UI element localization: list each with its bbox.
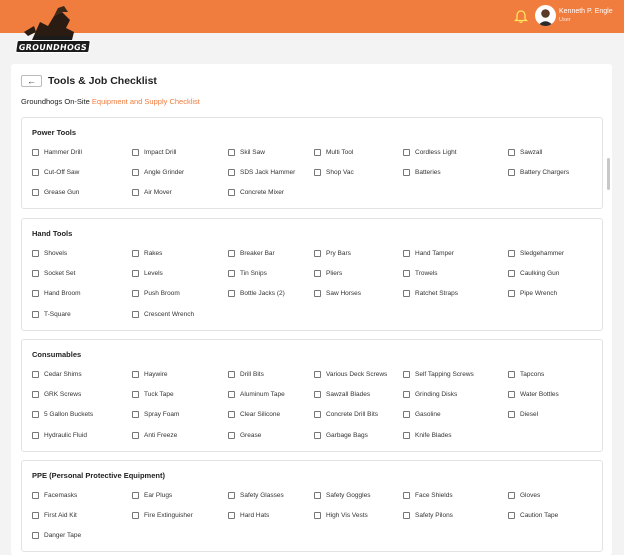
checkbox[interactable] (32, 250, 39, 257)
checkbox[interactable] (228, 250, 235, 257)
checkbox[interactable] (228, 270, 235, 277)
section-title: Hand Tools (32, 229, 73, 238)
checklist-item-label: Diesel (520, 411, 539, 419)
checklist-item-label: First Aid Kit (44, 512, 77, 520)
checklist-item[interactable] (508, 512, 558, 519)
checklist-item[interactable] (508, 270, 559, 277)
checklist-section (21, 460, 603, 552)
checklist-item-label: Ratchet Straps (415, 290, 458, 298)
checkbox[interactable] (403, 371, 410, 378)
checkbox[interactable] (32, 411, 39, 418)
checklist-item-label: Hard Hats (240, 512, 270, 520)
checklist-item-label: Aluminum Tape (240, 391, 285, 399)
notification-bell-icon[interactable] (514, 9, 528, 24)
checklist-item-label: Cedar Shims (44, 371, 82, 378)
checklist-item[interactable] (314, 512, 368, 519)
checkbox[interactable] (508, 492, 515, 499)
checklist-item[interactable] (132, 290, 180, 297)
checkbox[interactable] (314, 371, 321, 378)
checklist-item-label: Saw Horses (326, 290, 362, 298)
checklist-item[interactable] (228, 149, 265, 156)
checklist-item[interactable] (403, 512, 453, 519)
checkbox[interactable] (314, 512, 321, 519)
checklist-item[interactable] (403, 270, 438, 277)
checkbox[interactable] (132, 270, 139, 277)
checklist-item[interactable] (228, 290, 285, 297)
checkbox[interactable] (132, 149, 139, 156)
checklist-item[interactable] (32, 189, 79, 196)
checkbox[interactable] (314, 250, 321, 257)
checklist-item-label: Danger Tape (44, 532, 82, 540)
checklist-item[interactable] (132, 270, 163, 277)
checklist-item-label: Various Deck Screws (326, 371, 388, 378)
checklist-item[interactable] (132, 250, 162, 257)
checklist-item[interactable] (32, 290, 81, 297)
checkbox[interactable] (228, 512, 235, 519)
checklist-item[interactable] (32, 512, 77, 519)
checklist-item-label: Spray Foam (144, 411, 180, 419)
user-name[interactable]: Kenneth P. Engle (559, 8, 613, 15)
checklist-item[interactable] (314, 492, 370, 499)
checkbox[interactable] (508, 250, 515, 257)
checklist-item[interactable] (508, 371, 544, 378)
checklist-item[interactable] (228, 189, 284, 196)
checklist-item[interactable] (228, 250, 275, 257)
checklist-item[interactable] (32, 532, 81, 539)
checklist-item[interactable] (32, 270, 75, 277)
checklist-item-label: Cordless Light (415, 149, 457, 156)
checkbox[interactable] (32, 149, 39, 156)
checklist-item-label: Rakes (144, 250, 163, 257)
checklist-item-label: Safety Goggles (326, 492, 371, 499)
checklist-item[interactable] (32, 311, 71, 318)
checklist-item-label: SDS Jack Hammer (240, 169, 296, 177)
checkbox[interactable] (32, 532, 39, 539)
checkbox[interactable] (132, 250, 139, 257)
checklist-item-label: T-Square (44, 310, 71, 318)
checklist-item[interactable] (228, 371, 264, 378)
checklist-item-label: Sawzall Blades (326, 391, 371, 399)
checklist-item-label: Ear Plugs (144, 492, 173, 499)
checklist-item-label: Self Tapping Screws (415, 371, 474, 378)
checklist-item[interactable] (132, 391, 174, 398)
checklist-item[interactable] (314, 270, 342, 277)
checkbox[interactable] (228, 411, 235, 418)
checklist-item[interactable] (508, 391, 559, 398)
checkbox[interactable] (132, 189, 139, 196)
checkbox[interactable] (228, 169, 235, 176)
page-subtitle (21, 97, 200, 106)
checkbox[interactable] (403, 432, 410, 439)
checklist-item[interactable] (132, 371, 167, 378)
checklist-item-label: Facemasks (44, 492, 78, 499)
checkbox[interactable] (228, 290, 235, 297)
checkbox[interactable] (508, 371, 515, 378)
checklist-item[interactable] (403, 169, 441, 176)
checkbox[interactable] (132, 432, 139, 439)
checklist-item[interactable] (508, 169, 569, 176)
checklist-item-label: Crescent Wrench (144, 310, 195, 318)
checklist-item[interactable] (32, 492, 77, 499)
checklist-item-label: Anti Freeze (144, 431, 178, 439)
checklist-item-label: Multi Tool (326, 149, 354, 156)
checklist-item-label: Pry Bars (326, 250, 351, 257)
checklist-item[interactable] (132, 311, 194, 318)
checklist-section (21, 339, 603, 452)
checkbox[interactable] (132, 512, 139, 519)
checkbox[interactable] (508, 512, 515, 519)
checklist-item-label: Concrete Mixer (240, 189, 285, 197)
checkbox[interactable] (228, 149, 235, 156)
checklist-item-label: Grinding Disks (415, 391, 458, 399)
checklist-item-label: Skil Saw (240, 149, 265, 156)
checklist-item[interactable] (403, 149, 457, 156)
checklist-item[interactable] (228, 270, 267, 277)
checkbox[interactable] (314, 492, 321, 499)
checklist-item-label: Gloves (520, 492, 541, 499)
checklist-item-label: Grease (240, 431, 262, 439)
checkbox[interactable] (314, 391, 321, 398)
scrollbar-thumb[interactable] (607, 158, 610, 190)
checklist-item[interactable] (32, 371, 82, 378)
checklist-item[interactable] (132, 189, 172, 196)
checkbox[interactable] (508, 149, 515, 156)
checkbox[interactable] (314, 169, 321, 176)
checkbox[interactable] (228, 492, 235, 499)
checklist-item[interactable] (32, 411, 93, 418)
checklist-item[interactable] (314, 250, 351, 257)
checklist-item[interactable] (228, 391, 285, 398)
checkbox[interactable] (403, 290, 410, 297)
checklist-item-label: Bottle Jacks (2) (240, 290, 285, 298)
checklist-item[interactable] (314, 290, 361, 297)
checklist-item[interactable] (508, 149, 542, 156)
checklist-section (21, 117, 603, 209)
back-button[interactable]: ← (21, 75, 42, 87)
user-role: User (559, 17, 571, 23)
checklist-item-label: Air Mover (144, 189, 172, 197)
checklist-item[interactable] (314, 371, 387, 378)
user-avatar[interactable] (535, 5, 556, 26)
checklist-item-label: Trowels (415, 270, 438, 278)
checkbox[interactable] (403, 250, 410, 257)
checklist-item[interactable] (508, 411, 538, 418)
checkbox[interactable] (314, 270, 321, 277)
checklist-item-label: Haywire (144, 371, 168, 378)
checklist-item-label: Hammer Drill (44, 149, 82, 156)
checklist-item[interactable] (32, 391, 81, 398)
checkbox[interactable] (508, 169, 515, 176)
checkbox[interactable] (228, 371, 235, 378)
checklist-item[interactable] (32, 169, 79, 176)
checklist-item[interactable] (403, 250, 454, 257)
checklist-item-label: Tapcons (520, 371, 545, 378)
checklist-item[interactable] (508, 290, 557, 297)
checklist-item[interactable] (314, 432, 368, 439)
checkbox[interactable] (403, 411, 410, 418)
checklist-item-label: Shop Vac (326, 169, 354, 177)
checklist-item[interactable] (32, 149, 82, 156)
checklist-item[interactable] (314, 169, 354, 176)
checklist-item-label: High Vis Vests (326, 512, 368, 520)
checklist-item-label: Shovels (44, 250, 68, 257)
page-title: Tools & Job Checklist (48, 75, 157, 87)
checkbox[interactable] (314, 432, 321, 439)
checkbox[interactable] (32, 290, 39, 297)
section-title: Consumables (32, 350, 82, 359)
checklist-item-label: Push Broom (144, 290, 180, 298)
checklist-item[interactable] (32, 432, 87, 439)
section-title: PPE (Personal Protective Equipment) (32, 471, 165, 480)
checkbox[interactable] (403, 149, 410, 156)
checklist-item[interactable] (228, 492, 284, 499)
checklist-item[interactable] (314, 391, 370, 398)
checklist-item[interactable] (228, 512, 269, 519)
checkbox[interactable] (228, 391, 235, 398)
checklist-item-label: Levels (144, 270, 163, 278)
checklist-item-label: Tuck Tape (144, 391, 174, 399)
checkbox[interactable] (508, 290, 515, 297)
checklist-item[interactable] (132, 169, 184, 176)
checklist-item-label: Angle Grinder (144, 169, 185, 177)
checklist-item[interactable] (508, 492, 540, 499)
checkbox[interactable] (132, 371, 139, 378)
checklist-item[interactable] (132, 512, 193, 519)
checkbox[interactable] (403, 169, 410, 176)
checklist-item[interactable] (508, 250, 564, 257)
checklist-item-label: Sawzall (520, 149, 543, 156)
checklist-item[interactable] (228, 432, 261, 439)
checklist-item-label: Drill Bits (240, 371, 264, 378)
checklist-item-label: Socket Set (44, 270, 76, 278)
logo-wordmark: GROUNDHOGS (15, 40, 91, 53)
checklist-item-label: Cut-Off Saw (44, 169, 80, 177)
checkbox[interactable] (32, 169, 39, 176)
checklist-item-label: Sledgehammer (520, 250, 565, 257)
checklist-item[interactable] (314, 149, 353, 156)
checklist-item-label: Safety Glasses (240, 492, 284, 499)
checklist-item[interactable] (228, 169, 295, 176)
checklist-item-label: Hand Broom (44, 290, 81, 298)
checkbox[interactable] (132, 290, 139, 297)
checklist-item-label: Face Shields (415, 492, 453, 499)
checkbox[interactable] (403, 391, 410, 398)
checkbox[interactable] (508, 411, 515, 418)
checklist-item[interactable] (132, 149, 177, 156)
checklist-item-label: Batteries (415, 169, 441, 177)
checklist-section (21, 218, 603, 331)
checklist-item-label: Breaker Bar (240, 250, 275, 257)
checklist-item[interactable] (403, 411, 441, 418)
checkbox[interactable] (228, 189, 235, 196)
checkbox[interactable] (508, 270, 515, 277)
checkbox[interactable] (132, 492, 139, 499)
checklist-item-label: Fire Extinguisher (144, 512, 193, 520)
checklist-item-label: Battery Chargers (520, 169, 570, 177)
checklist-item-label: Hand Tamper (415, 250, 454, 257)
checklist-item[interactable] (403, 492, 453, 499)
checklist-item[interactable] (228, 411, 280, 418)
checkbox[interactable] (32, 270, 39, 277)
checkbox[interactable] (508, 391, 515, 398)
checkbox[interactable] (132, 169, 139, 176)
checklist-item-label: Clear Silicone (240, 411, 281, 419)
checkbox[interactable] (32, 512, 39, 519)
checkbox[interactable] (132, 391, 139, 398)
checkbox[interactable] (32, 189, 39, 196)
subtitle-prefix: Groundhogs On-Site (21, 97, 90, 106)
checklist-item[interactable] (132, 492, 172, 499)
checklist-item[interactable] (403, 391, 457, 398)
checkbox[interactable] (314, 411, 321, 418)
subtitle-accent: Equipment and Supply Checklist (91, 97, 200, 106)
checkbox[interactable] (132, 311, 139, 318)
checkbox[interactable] (32, 432, 39, 439)
section-title: Power Tools (32, 128, 77, 137)
checklist-item[interactable] (132, 432, 177, 439)
checklist-item-label: Caution Tape (520, 512, 559, 520)
checklist-item-label: Caulking Gun (520, 270, 560, 278)
checklist-item-label: Garbage Bags (326, 431, 368, 439)
checklist-item-label: Pliers (326, 270, 343, 278)
checklist-item-label: Pipe Wrench (520, 290, 558, 298)
checklist-item[interactable] (403, 432, 452, 439)
checkbox[interactable] (32, 492, 39, 499)
checklist-item[interactable] (403, 371, 474, 378)
checklist-item-label: Tin Snips (240, 270, 267, 278)
checkbox[interactable] (32, 391, 39, 398)
checklist-item-label: Concrete Drill Bits (326, 411, 379, 419)
checkbox[interactable] (132, 411, 139, 418)
checklist-item-label: Water Bottles (520, 391, 559, 399)
checklist-item[interactable] (403, 290, 458, 297)
checklist-item-label: Safety Pilons (415, 512, 453, 520)
checkbox[interactable] (314, 149, 321, 156)
top-bar (0, 0, 624, 33)
checkbox[interactable] (403, 492, 410, 499)
checklist-item-label: Gasoline (415, 411, 441, 419)
checklist-item-label: 5 Gallon Buckets (44, 411, 94, 419)
checklist-item-label: Impact Drill (144, 149, 177, 156)
avatar-person-icon (535, 5, 556, 26)
checkbox[interactable] (228, 432, 235, 439)
checkbox[interactable] (32, 371, 39, 378)
checkbox[interactable] (314, 290, 321, 297)
checklist-item-label: GRK Screws (44, 391, 82, 399)
checkbox[interactable] (403, 512, 410, 519)
checklist-item-label: Hydraulic Fluid (44, 431, 87, 439)
checklist-item[interactable] (32, 250, 67, 257)
checklist-item[interactable] (314, 411, 378, 418)
checklist-item[interactable] (132, 411, 179, 418)
checkbox[interactable] (32, 311, 39, 318)
checklist-item-label: Grease Gun (44, 189, 80, 197)
checklist-item-label: Knife Blades (415, 431, 452, 439)
checkbox[interactable] (403, 270, 410, 277)
